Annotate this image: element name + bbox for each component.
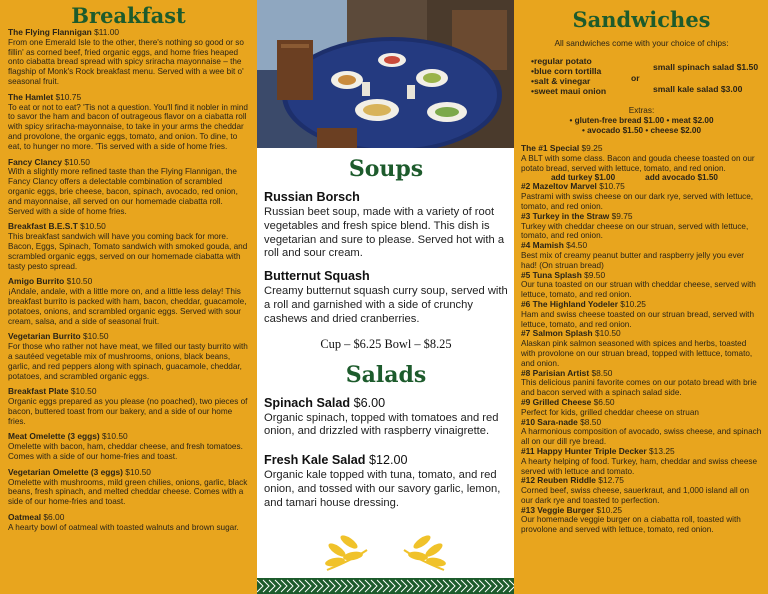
item-price: $10.50: [80, 221, 106, 232]
item-name: The Flying Flannigan: [8, 27, 92, 37]
chip-option: • sweet maui onion: [531, 86, 606, 96]
chips-or: or: [631, 73, 640, 83]
salad-desc: Organic kale topped with tuna, tomato, and red onion, and tossed with our savory garlic, lemon, and tamari house dressing.: [264, 469, 501, 509]
chip-option: • salt & vinegar: [531, 76, 606, 86]
item-desc: A hearty bowl of oatmeal with toasted walnuts and brown sugar.: [8, 522, 239, 532]
sandwiches-column: [514, 0, 768, 594]
item-price: $6.50: [593, 396, 615, 407]
salad-name-row: [264, 453, 508, 467]
sandwich-item: [521, 418, 762, 447]
chips-options: [521, 56, 762, 100]
item-desc: Turkey with cheddar cheese on our struan, served with lettuce, tomato, and red onion.: [521, 221, 749, 241]
soup-name: Butternut Squash: [264, 269, 370, 284]
sandwich-item: [521, 271, 762, 300]
item-desc: For those who rather not have meat, we filled our tasty burrito with a sautéed vegetable mix of mushrooms, onions, black beans, garlic, and red peppers along with spinach, guacamole, cheddar, potatoes, and scrambled organic eggs.: [8, 342, 248, 381]
item-name: #6 The Highland Yodeler: [521, 298, 618, 309]
item-desc: This delicious panini favorite comes on our potato bread with brie and bacon served with a spinach salad side.: [521, 378, 757, 398]
item-price: $6.00: [43, 512, 65, 523]
item-name: Fancy Clancy: [8, 156, 62, 167]
extras-label: Extras:: [628, 106, 655, 115]
item-desc: ¡Andale, andale, with a little more on, and a little less delay! This breakfast burrito is packed with ham, bacon, cheddar, guacamole, potatoes, onions, and scrambled organic eggs. Served with sour cream, salsa, and a side of seasonal fruit.: [8, 287, 247, 326]
salad-price: $6.00: [353, 395, 386, 410]
item-name: #4 Mamish: [521, 240, 564, 251]
sandwich-item: [521, 398, 762, 418]
breakfast-item: [8, 468, 249, 507]
menu-middle-body: [257, 156, 514, 511]
breakfast-item: [8, 432, 249, 461]
item-desc: This breakfast sandwich will have you coming back for more. Bacon, Eggs, Spinach, Tomato sandwich with smoked gouda, and scrambled organic eggs, served on our homemade ciabatta with tasty pesto spread.: [8, 232, 248, 271]
item-price: $10.50: [595, 328, 621, 339]
item-desc: Perfect for kids, grilled cheddar cheese on struan: [521, 407, 699, 417]
breakfast-item: [8, 93, 249, 152]
item-desc: Organic eggs prepared as you please (no poached), two pieces of bacon, buttered toast from our bakery, and a side of our home fries.: [8, 397, 248, 426]
salads-title: Salads: [345, 361, 427, 388]
salad-name-row: [264, 396, 508, 410]
item-name: #12 Reuben Riddle: [521, 475, 596, 486]
item-price: $10.75: [599, 181, 625, 192]
sandwich-list: [521, 144, 762, 535]
chip-option: • blue corn tortilla: [531, 66, 606, 76]
sandwiches-title: Sandwiches: [572, 7, 711, 32]
sandwich-item: [521, 447, 762, 476]
sandwich-item: [521, 329, 762, 368]
item-price: $8.50: [591, 367, 613, 378]
item-desc: A BLT with some class. Bacon and gouda cheese toasted on our potato bread, served with lettuce, tomato, and red onion.: [521, 153, 755, 173]
item-price: $10.25: [620, 298, 646, 309]
item-name: #3 Turkey in the Straw: [521, 210, 610, 221]
item-name: Oatmeal: [8, 512, 42, 523]
item-desc: Ham and swiss cheese toasted on our struan bread, served with lettuce, tomato, and red onion.: [521, 309, 755, 329]
item-desc: Our homemade veggie burger on a ciabatta roll, toasted with provolone and served with lettuce, tomato, red onion.: [521, 515, 741, 535]
soups-salads-column: [257, 0, 514, 594]
item-price: $13.25: [649, 445, 675, 456]
item-price: $9.75: [611, 210, 633, 221]
item-desc: With a slightly more refined taste than the Flying Flannigan, the Fancy Clancy offers a delectable combination of scrambled organic eggs, brie cheese, bacon, spinach, avocado, red onion, and mayonnaise, all served on our homemade ciabatta roll. Served with a side of home fries.: [8, 167, 238, 216]
sandwich-item: [521, 476, 762, 505]
soup-name: Russian Borsch: [264, 190, 360, 204]
item-desc: Pastrami with swiss cheese on our dark rye, served with lettuce, tomato, and red onion.: [521, 192, 754, 211]
item-name: Breakfast Plate: [8, 386, 69, 397]
sandwich-item: [521, 369, 762, 398]
sandwich-item: [521, 182, 762, 211]
item-name: #13 Veggie Burger: [521, 504, 595, 515]
chip-option: • regular potato: [531, 56, 606, 66]
item-name: Vegetarian Burrito: [8, 331, 81, 342]
breakfast-item: [8, 513, 249, 533]
extras-line: • gluten-free bread $1.00 • meat $2.00: [569, 116, 714, 125]
item-price: $9.25: [581, 143, 603, 153]
salad-name: Spinach Salad: [264, 395, 351, 410]
chips-list: [531, 56, 606, 96]
item-name: #7 Salmon Splash: [521, 328, 593, 339]
soup-desc: Creamy butternut squash curry soup, served with a roll and garnished with a side of crunchy cashews and dried cranberries.: [264, 285, 508, 325]
item-name: #10 Sara-nade: [521, 416, 578, 427]
soups-title: Soups: [348, 156, 424, 182]
item-desc: Omelette with mushrooms, mild green chilies, onions, garlic, black beans, fresh spinach, and melted cheddar cheese. Comes with a side of our home-fries and toast.: [8, 477, 248, 507]
item-desc: Corned beef, swiss cheese, sauerkraut, and 1,000 island all on our dark rye and toasted to perfection.: [521, 486, 750, 505]
side-option: small kale salad $3.00: [653, 84, 743, 94]
item-price: $10.25: [596, 504, 623, 515]
item-desc: Alaskan pink salmon seasoned with spices and herbs, toasted with provolone on our struan bread, topped with lettuce, tomato, and onion.: [521, 339, 753, 368]
sandwich-item: [521, 212, 762, 241]
sandwich-item: [521, 506, 762, 535]
item-desc: From one Emerald Isle to the other, there's nothing so good or so fillin' as corned beef, fried organic eggs, and home fries heaped onto ciabatta bread spread with spicy sriracha mayonnaise – the flagship of Monk's Rock breakfast menu. Served with a wee bit o' seasonal fruit.: [8, 37, 244, 86]
item-price: $10.50: [125, 466, 151, 477]
item-price: $10.50: [66, 276, 93, 287]
item-price: $8.50: [580, 416, 602, 427]
item-name: The Hamlet: [8, 91, 54, 102]
item-price: $12.75: [598, 475, 624, 486]
item-price: $4.50: [566, 240, 588, 251]
wheat-leaves-decoration: [257, 510, 514, 594]
item-desc: To eat or not to eat? 'Tis not a question. You'll find it nobler in mind to savor the ham and bacon of outrageous flavor on a ciabatta roll with spicy sriracha-mayonnaise, to take in your arms the cheddar and provolone, the organic eggs, tomato, and onion. To dine, to eat, to hunger no more. 'Tis served with a side of home fries.: [8, 102, 248, 151]
breakfast-list: [8, 28, 249, 533]
dining-table-photo: [257, 0, 514, 148]
extras-line: • avocado $1.50 • cheese $2.00: [581, 126, 702, 135]
breakfast-item: [8, 222, 249, 271]
breakfast-item: [8, 158, 249, 217]
breakfast-title: Breakfast: [71, 3, 186, 28]
item-name: #9 Grilled Cheese: [521, 396, 592, 407]
item-name: Breakfast B.E.S.T: [8, 221, 78, 232]
item-price: $10.75: [55, 91, 82, 102]
breakfast-item: [8, 28, 249, 87]
soup-prices: Cup – $6.25 Bowl – $8.25: [320, 336, 452, 351]
dining-table-photo-illustration: [257, 0, 514, 148]
sandwich-item: [521, 241, 762, 270]
extras: [521, 106, 762, 136]
salad-desc: Organic spinach, topped with tomatoes and red onion, and drizzled with raspberry vinaigrette.: [264, 411, 499, 438]
item-price: $10.50: [82, 331, 109, 342]
item-desc: A hearty helping of food. Turkey, ham, cheddar and swiss cheese served with lettuce and tomato.: [521, 456, 758, 476]
breakfast-item: [8, 277, 249, 326]
breakfast-item: [8, 387, 249, 426]
salad-name: Fresh Kale Salad: [264, 453, 366, 468]
item-desc: A harmonious composition of avocado, swiss cheese, and spinach all on our dill rye bread.: [521, 427, 762, 447]
salad-price: $12.00: [369, 453, 408, 468]
item-name: Amigo Burrito: [8, 276, 65, 287]
side-option: small spinach salad $1.50: [653, 62, 759, 72]
item-desc: Omelette with bacon, ham, cheddar cheese, and fresh tomatoes. Comes with a side of our home-fries and toast.: [8, 442, 243, 462]
item-name: Vegetarian Omelette (3 eggs): [8, 466, 123, 477]
chips-intro: All sandwiches come with your choice of chips:: [554, 38, 729, 48]
breakfast-item: [8, 332, 249, 381]
soup-desc: Russian beet soup, made with a variety of root vegetables and fresh spice blend. This dish is vegetarian and sure to please. Served hot with a roll and sour cream.: [264, 206, 505, 260]
item-name: #8 Parisian Artist: [521, 367, 590, 378]
item-desc: Best mix of creamy peanut butter and raspberry jelly you ever had! (On struan bread): [521, 250, 744, 270]
item-name: #2 Mazeltov Marvel: [521, 181, 597, 192]
item-name: Meat Omelette (3 eggs): [8, 431, 100, 442]
item-price: $11.00: [94, 27, 120, 37]
sandwich-item: [521, 144, 762, 173]
item-name: #5 Tuna Splash: [521, 269, 582, 280]
sandwich-item: [521, 300, 762, 329]
item-price: $10.50: [64, 156, 90, 167]
addon: add turkey $1.00: [551, 173, 616, 183]
item-price: $9.50: [584, 269, 606, 280]
item-name: The #1 Special: [521, 143, 580, 153]
item-price: $10.50: [70, 386, 97, 397]
addon: add avocado $1.50: [645, 173, 718, 183]
breakfast-column: [0, 0, 257, 594]
item-price: $10.50: [102, 431, 128, 442]
item-desc: Our tuna toasted on our struan with cheddar cheese, served with lettuce, tomato, and red onion.: [521, 280, 756, 300]
item-name: #11 Happy Hunter Triple Decker: [521, 445, 647, 456]
